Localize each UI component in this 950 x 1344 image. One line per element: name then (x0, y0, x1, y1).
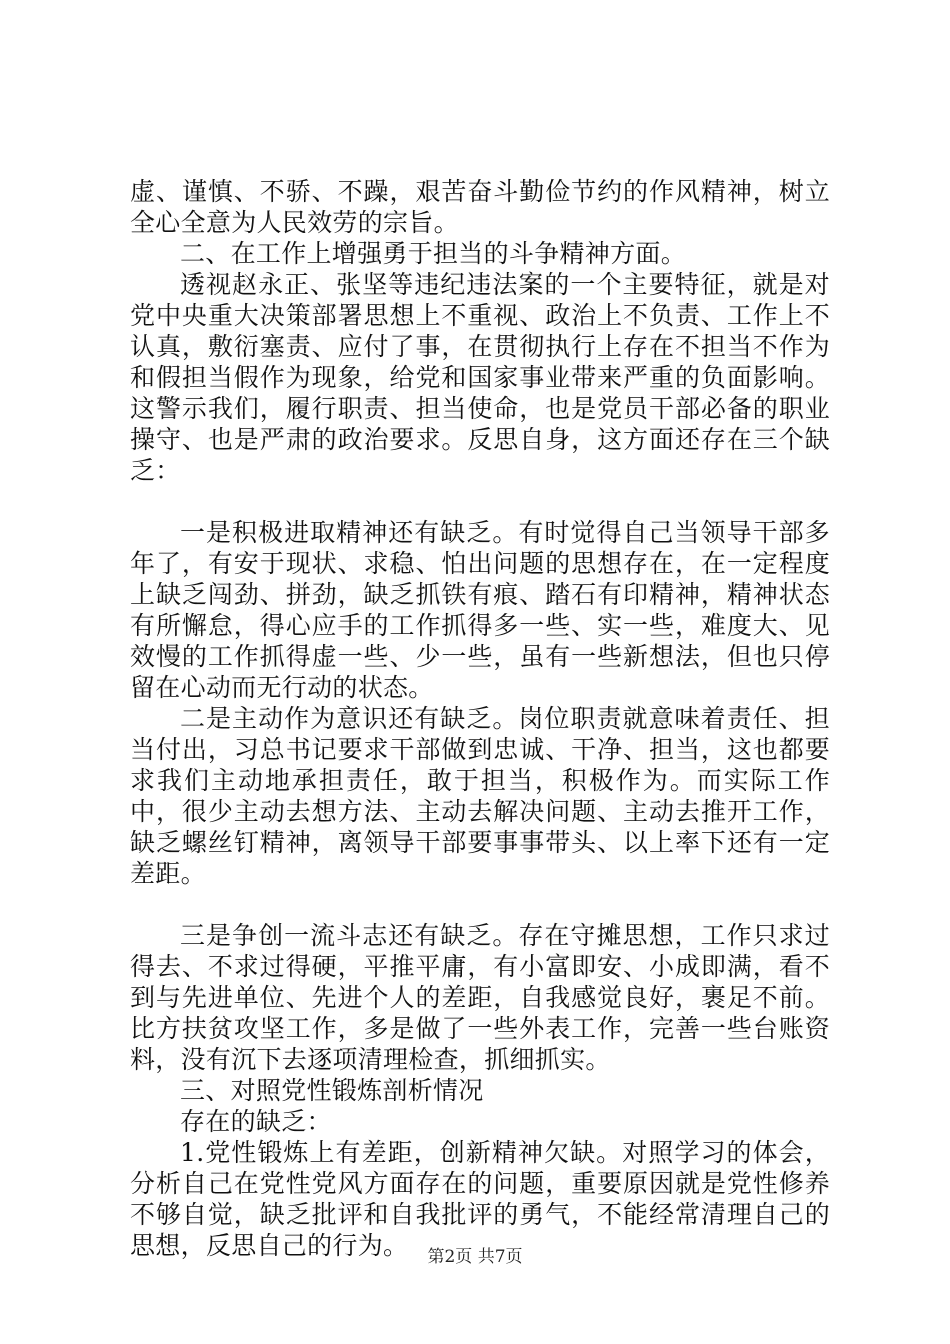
page-footer: 第2页 共7页 (427, 1247, 523, 1267)
paragraph-point-1: 一是积极进取精神还有缺乏。有时觉得自己当领导干部多年了，有安于现状、求稳、怕出问题的思想存在，在一定程度上缺乏闯劲、拼劲，缺乏抓铁有痕、踏石有印精神，精神状态有所懈怠，得心应手的工作抓得多一些、实一些，难度大、见效慢的工作抓得虚一些、少一些，虽有一些新想法，但也只停留在心动而无行动的状态。 (130, 518, 830, 702)
paragraph-spacer (130, 486, 830, 517)
paragraph-spacer (130, 889, 830, 920)
paragraph-item-1: 1.党性锻炼上有差距，创新精神欠缺。对照学习的体会，分析自己在党性党风方面存在的问题，重要原因就是党性修养不够自觉，缺乏批评和自我批评的勇气，不能经常清理自己的思想，反思自己的行为。 (130, 1138, 830, 1260)
paragraph-point-2: 二是主动作为意识还有缺乏。岗位职责就意味着责任、担当付出，习总书记要求干部做到忠诚、干净、担当，这也都要求我们主动地承担责任，敢于担当，积极作为。而实际工作中，很少主动去想方法、主动去解决问题、主动去推开工作，缺乏螺丝钉精神，离领导干部要事事带头、以上率下还有一定差距。 (130, 704, 830, 888)
subheading-shortcomings: 存在的缺乏： (180, 1107, 332, 1136)
section-heading-2: 二、在工作上增强勇于担当的斗争精神方面。 (180, 239, 687, 268)
paragraph-case-analysis: 透视赵永正、张坚等违纪违法案的一个主要特征，就是对党中央重大决策部署思想上不重视、政治上不负责、工作上不认真，敷衍塞责、应付了事，在贯彻执行上存在不担当不作为和假担当假作为现象，给党和国家事业带来严重的负面影响。这警示我们，履行职责、担当使命，也是党员干部必备的职业操守、也是严肃的政治要求。反思自身，这方面还存在三个缺乏： (130, 270, 830, 485)
section-heading-3: 三、对照党性锻炼剖析情况 (180, 1076, 484, 1105)
paragraph-point-3: 三是争创一流斗志还有缺乏。存在守摊思想，工作只求过得去、不求过得硬，平推平庸，有小富即安、小成即满，看不到与先进单位、先进个人的差距，自我感觉良好，裹足不前。比方扶贫攻坚工作，多是做了一些外表工作，完善一些台账资料，没有沉下去逐项清理检查，抓细抓实。 (130, 921, 830, 1074)
paragraph-continuation: 虚、谨慎、不骄、不躁，艰苦奋斗勤俭节约的作风精神，树立全心全意为人民效劳的宗旨。 (130, 177, 830, 237)
document-body (130, 176, 830, 1261)
